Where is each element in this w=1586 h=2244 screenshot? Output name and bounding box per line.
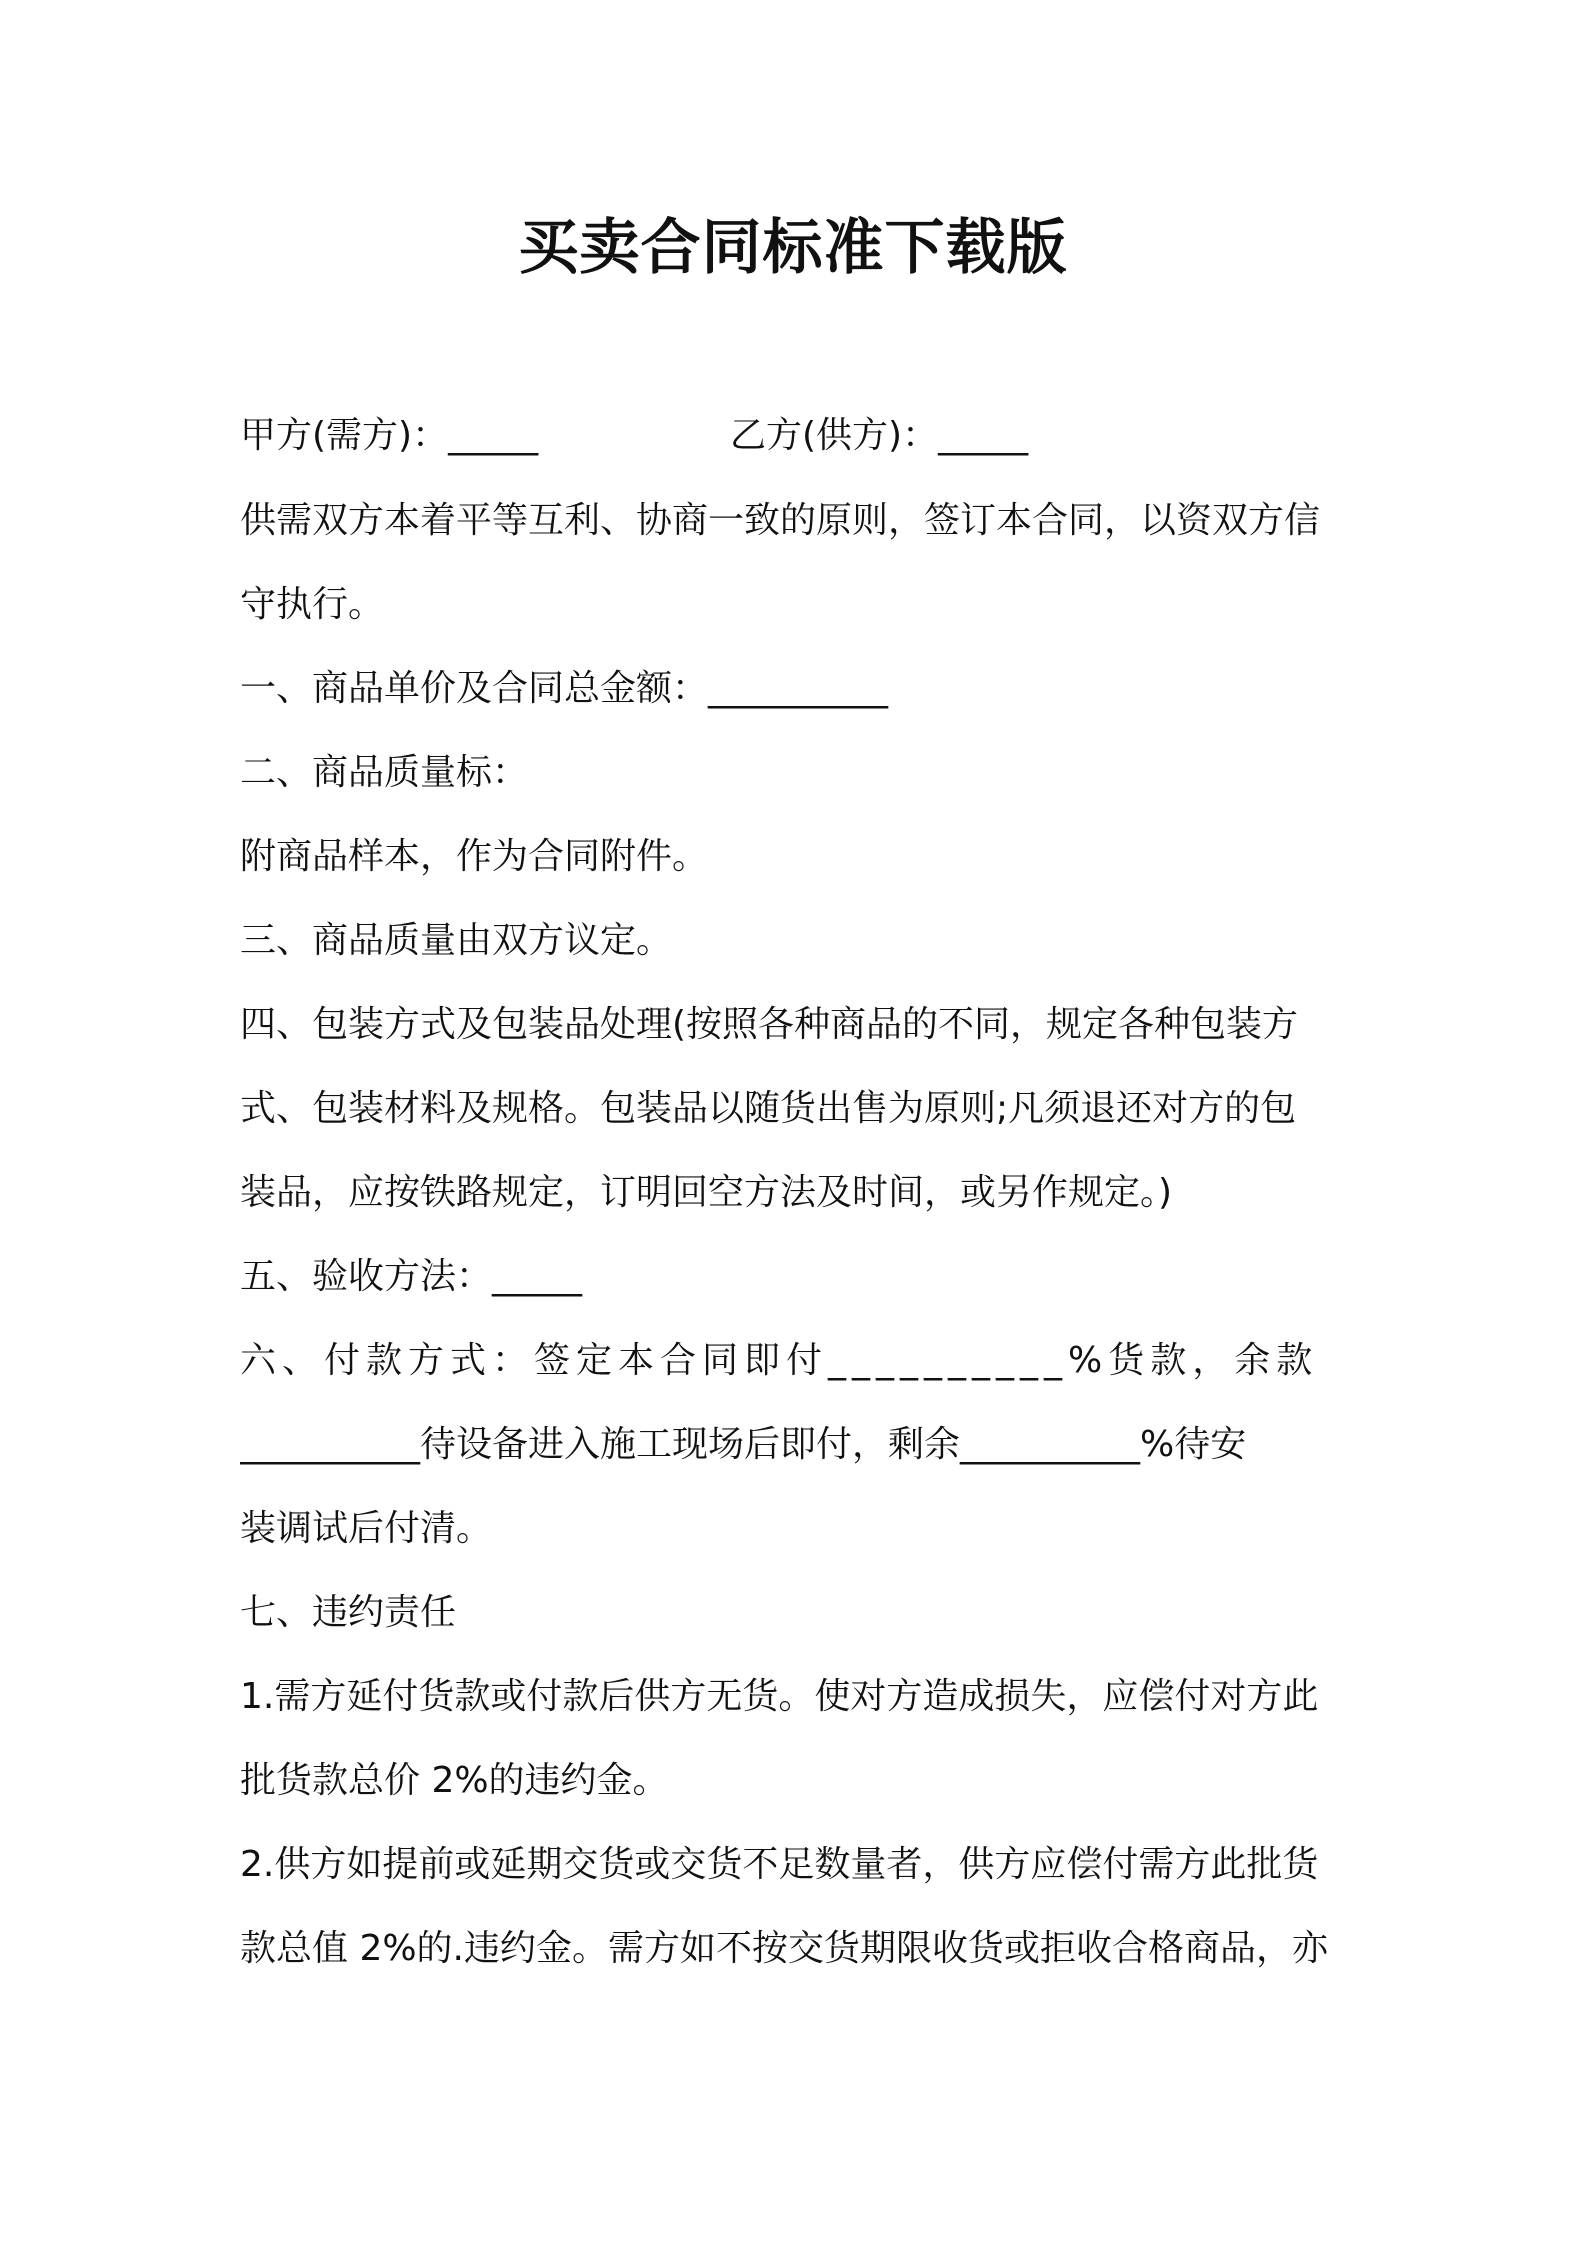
document-title: 买卖合同标准下载版 [518,213,1068,283]
body-line: 装调试后付清。 [240,1508,493,1549]
clause-2-heading: 二、商品质量标： [240,752,529,793]
clause-7-heading: 七、违约责任 [240,1592,457,1633]
body-line: 1.需方延付货款或付款后供方无货。使对方造成损失，应偿付对方此 [240,1676,1319,1717]
clause-6-heading: 六、付款方式：签定本合同即付__________%货款，余款 [240,1340,1319,1381]
body-line: 2.供方如提前或延期交货或交货不足数量者，供方应偿付需方此批货 [240,1844,1319,1885]
party-b-field: 乙方(供方)：_____ [730,415,1029,456]
body-line: 批货款总价 2%的违约金。 [240,1760,669,1801]
clause-4-heading: 四、包装方式及包装品处理(按照各种商品的不同，规定各种包装方 [240,1004,1299,1045]
body-line: 守执行。 [240,584,385,625]
clause-1-heading: 一、商品单价及合同总金额：__________ [240,668,889,709]
clause-3-heading: 三、商品质量由双方议定。 [240,920,673,961]
body-line: 附商品样本，作为合同附件。 [240,836,709,877]
parties-row [240,394,1352,478]
party-a-field: 甲方(需方)：_____ [240,415,539,456]
body-line: 装品，应按铁路规定，订明回空方法及时间，或另作规定。) [240,1172,1173,1213]
clause-5-heading: 五、验收方法：_____ [240,1256,583,1297]
body-line: 款总值 2%的.违约金。需方如不按交货期限收货或拒收合格商品，亦 [240,1928,1328,1969]
body-line: 供需双方本着平等互利、协商一致的原则，签订本合同，以资双方信 [240,500,1321,541]
body-line: __________待设备进入施工现场后即付，剩余__________%待安 [240,1424,1247,1465]
body-line: 式、包装材料及规格。包装品以随货出售为原则;凡须退还对方的包 [240,1088,1297,1129]
